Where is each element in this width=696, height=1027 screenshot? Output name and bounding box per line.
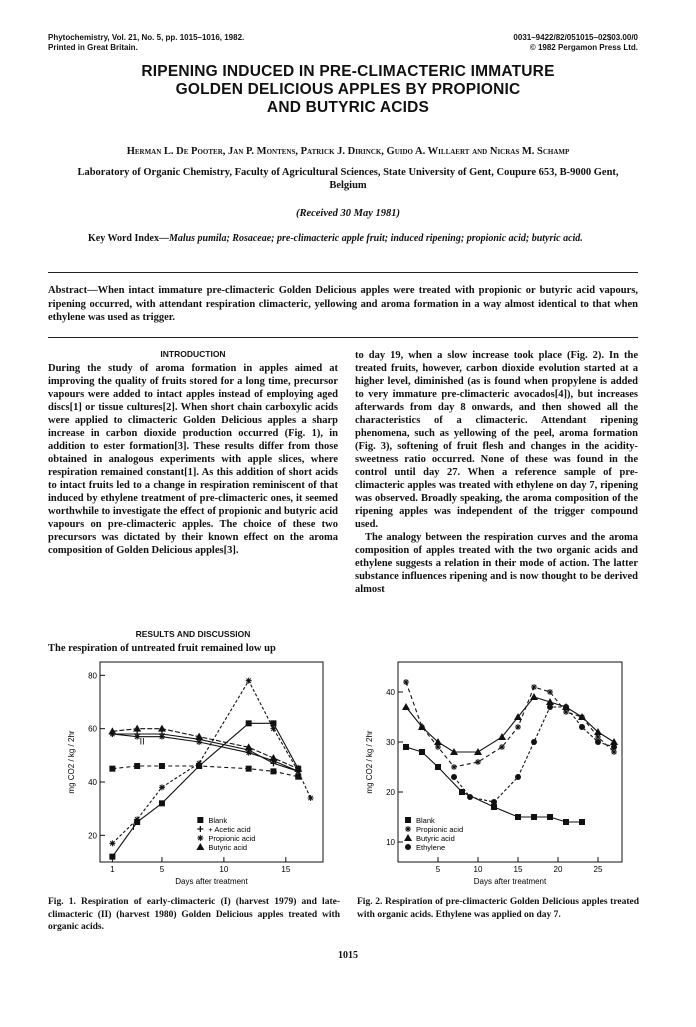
x-tick-label: 15 bbox=[281, 865, 291, 874]
y-tick-label: 80 bbox=[88, 671, 97, 681]
y-tick-label: 40 bbox=[386, 688, 395, 697]
data-point bbox=[308, 795, 314, 801]
data-point bbox=[134, 816, 140, 822]
data-point bbox=[491, 799, 497, 805]
printed-line: Printed in Great Britain. bbox=[48, 43, 138, 52]
data-point bbox=[133, 725, 141, 732]
figure-2-chart bbox=[350, 656, 642, 896]
data-point bbox=[196, 760, 202, 766]
y-tick-label: 40 bbox=[88, 778, 97, 787]
data-point bbox=[246, 678, 252, 684]
data-point bbox=[109, 840, 115, 846]
data-point bbox=[196, 739, 202, 745]
legend-marker bbox=[197, 835, 203, 841]
results-section bbox=[48, 629, 338, 655]
data-point bbox=[403, 679, 409, 685]
publisher-info bbox=[470, 33, 638, 53]
abstract bbox=[48, 284, 638, 325]
affiliation-line-2: Belgium bbox=[329, 180, 367, 191]
results-text: The respiration of untreated fruit remained low up bbox=[48, 643, 276, 654]
data-point bbox=[451, 764, 457, 770]
data-point bbox=[610, 738, 618, 745]
data-point bbox=[563, 819, 569, 825]
data-point bbox=[134, 763, 140, 769]
figure-2-plot bbox=[365, 662, 622, 886]
data-point bbox=[531, 814, 537, 820]
legend-label: + Acetic acid bbox=[208, 825, 251, 834]
data-point bbox=[475, 759, 481, 765]
data-point bbox=[246, 720, 252, 726]
divider-top bbox=[48, 272, 638, 273]
data-point bbox=[270, 726, 276, 732]
data-point bbox=[563, 704, 569, 710]
data-point bbox=[499, 744, 505, 750]
x-tick-label: 5 bbox=[435, 865, 441, 874]
x-tick-label: 10 bbox=[473, 865, 483, 874]
data-point bbox=[595, 739, 601, 745]
data-point bbox=[579, 819, 585, 825]
x-axis-label: Days after treatment bbox=[175, 877, 248, 886]
title-line-1: RIPENING INDUCED IN PRE-CLIMACTERIC IMMATURE bbox=[141, 63, 555, 80]
journal-line: Phytochemistry, Vol. 21, No. 5, pp. 1015–1016, 1982. bbox=[48, 33, 245, 42]
annotation-label: I bbox=[132, 822, 135, 832]
data-point bbox=[159, 734, 165, 740]
right-column-text bbox=[355, 349, 638, 596]
data-point bbox=[246, 750, 252, 756]
data-point bbox=[159, 784, 165, 790]
title-line-2: GOLDEN DELICIOUS APPLES BY PROPIONIC bbox=[175, 81, 521, 98]
legend-marker bbox=[196, 843, 204, 850]
intro-section bbox=[48, 349, 338, 557]
intro-text: During the study of aroma formation in apples aimed at improving the quality of fruits stored for a long time, precursor vapours were added to intact apples instead of employing aged discs[1] or tissue cultures[2]. When short chain carboxylic acids were applied to climacteric Golden Delicious apples a sharp increase in carbon dioxide production occurred (Fig. 1), in addition to ester formation[3]. These results differ from those obtained in analogous experiments with apple slices, where respiration remained constant[1]. As this addition of short acids to intact fruits led to a change in respiration reminiscent of that induced by ethylene treatment of pre-climacteric ones, it seemed worthwhile to investigate the effect of propionic and butyric acid vapours on pre-climacteric apples. The choice of these two precursors was dictated by their known effect on the aroma composition of Golden Delicious apples[3]. bbox=[48, 363, 338, 556]
abstract-text: —When intact immature pre-climacteric Golden Delicious apples were treated with propionic or butyric acid vapours, ripening occurred, with attendant respiration climacteric, yellowing and aroma formation in a way almost identical to that when ethylene was used as trigger. bbox=[48, 285, 638, 323]
series-line bbox=[112, 729, 298, 769]
data-point bbox=[515, 724, 521, 730]
divider-bottom bbox=[48, 337, 638, 338]
legend-marker bbox=[197, 826, 203, 832]
journal-citation bbox=[48, 33, 244, 53]
data-point bbox=[579, 724, 585, 730]
legend-marker bbox=[405, 826, 411, 832]
legend-marker bbox=[405, 817, 411, 823]
data-point bbox=[109, 854, 115, 860]
article-title bbox=[0, 63, 696, 117]
x-tick-label: 5 bbox=[159, 865, 165, 874]
legend-marker bbox=[404, 834, 412, 841]
data-point bbox=[515, 774, 521, 780]
y-tick-label: 20 bbox=[386, 788, 395, 797]
keywords-label: Key Word Index bbox=[88, 233, 159, 244]
data-point bbox=[403, 744, 409, 750]
page-number: 1015 bbox=[338, 950, 358, 961]
y-tick-label: 20 bbox=[88, 831, 97, 841]
x-axis-label: Days after treatment bbox=[473, 877, 547, 886]
data-point bbox=[531, 684, 537, 690]
series-line bbox=[112, 766, 298, 777]
y-axis-label: mg CO2 / kg / 2hr bbox=[365, 730, 374, 794]
y-tick-label: 10 bbox=[386, 838, 395, 847]
legend-label: Butyric acid bbox=[416, 834, 455, 843]
x-tick-label: 25 bbox=[593, 865, 603, 874]
keywords bbox=[88, 232, 636, 245]
abstract-label: Abstract bbox=[48, 285, 88, 296]
x-tick-label: 10 bbox=[219, 865, 229, 874]
data-point bbox=[611, 744, 617, 750]
data-point bbox=[531, 739, 537, 745]
received-date: (Received 30 May 1981) bbox=[295, 208, 401, 219]
legend-label: Blank bbox=[208, 816, 228, 825]
affiliation-line-1: Laboratory of Organic Chemistry, Faculty of Agricultural Sciences, State University of Gent, Coupure 653, B-9000 Gent, bbox=[77, 167, 619, 178]
results-heading: RESULTS AND DISCUSSION bbox=[135, 629, 251, 639]
keywords-text: —Malus pumila; Rosaceae; pre-climacteric apple fruit; induced ripening; propionic acid; butyric acid. bbox=[158, 233, 583, 244]
author-list: Herman L. De Pooter, Jan P. Montens, Patrick J. Dirinck, Guido A. Willaert and Nicras M. Schamp bbox=[126, 146, 570, 157]
right-paragraph-2: The analogy between the respiration curves and the aroma composition of apples treated with the two organic acids and ethylene suggests a relation in their mode of action. The latter substance influences ripening and is now thought to be derived almost bbox=[355, 532, 638, 595]
y-axis-label: mg CO2 / kg / 2hr bbox=[67, 730, 76, 794]
data-point bbox=[547, 689, 553, 695]
data-point bbox=[515, 814, 521, 820]
legend-marker bbox=[405, 844, 411, 850]
data-point bbox=[109, 766, 115, 772]
data-point bbox=[246, 766, 252, 772]
figure-1-caption: Fig. 1. Respiration of early-climacteric (I) (harvest 1979) and late-climacteric (II) (harvest 1980) Golden Delicious apples treated with organic acids. bbox=[48, 897, 340, 932]
right-paragraph-1: to day 19, when a slow increase took place (Fig. 2). In the treated fruits, however, carbon dioxide evolution started at a higher level, diminished (as is found when propylene is added to very immature pre-climacteric avocados[4]), but increases afterwards from day 8 onwards, and then showed all the characteristics of a climacteric. Attendant ripening phenomena, such as yellowing of the peel, aroma formation (Fig. 3), softening of fruit flesh and changes in the acidity-sweetness ratio occurred. None of these was found in the control until day 27. When a reference sample of pre-climacteric apples was treated with ethylene on day 7, ripening was observed. Broadly speaking, the aroma composition of the ripening apples was independent of the trigger compound used. bbox=[355, 350, 638, 530]
data-point bbox=[270, 768, 276, 774]
data-point bbox=[402, 703, 410, 710]
article-code: 0031–9422/82/051015–02$03.00/0 bbox=[513, 33, 638, 42]
y-tick-label: 60 bbox=[88, 724, 97, 734]
figure-1-chart bbox=[48, 656, 348, 896]
figure-1-plot bbox=[67, 662, 323, 886]
annotation-label: II bbox=[139, 736, 145, 747]
data-point bbox=[547, 704, 553, 710]
data-point bbox=[159, 763, 165, 769]
legend-label: Ethylene bbox=[416, 843, 446, 852]
x-tick-label: 15 bbox=[513, 865, 523, 874]
data-point bbox=[435, 764, 441, 770]
y-tick-label: 30 bbox=[386, 738, 395, 747]
x-tick-label: 20 bbox=[553, 865, 563, 874]
x-tick-label: 1 bbox=[110, 865, 115, 874]
data-point bbox=[159, 800, 165, 806]
affiliation bbox=[48, 166, 648, 192]
legend-label: Butyric acid bbox=[208, 843, 248, 852]
figure-2-caption: Fig. 2. Respiration of pre-climacteric Golden Delicious apples treated with organic acids. Ethylene was applied on day 7. bbox=[357, 897, 639, 920]
series-line bbox=[406, 747, 582, 822]
data-point bbox=[451, 774, 457, 780]
legend-label: Propionic acid bbox=[416, 825, 464, 834]
title-line-3: AND BUTYRIC ACIDS bbox=[266, 99, 430, 116]
data-point bbox=[419, 749, 425, 755]
intro-heading: INTRODUCTION bbox=[160, 349, 226, 359]
legend-marker bbox=[197, 817, 203, 823]
legend-label: Blank bbox=[416, 816, 435, 825]
legend-label: Propionic acid bbox=[208, 834, 256, 843]
data-point bbox=[467, 794, 473, 800]
copyright-line: © 1982 Pergamon Press Ltd. bbox=[529, 43, 638, 52]
data-point bbox=[269, 754, 277, 761]
data-point bbox=[547, 814, 553, 820]
